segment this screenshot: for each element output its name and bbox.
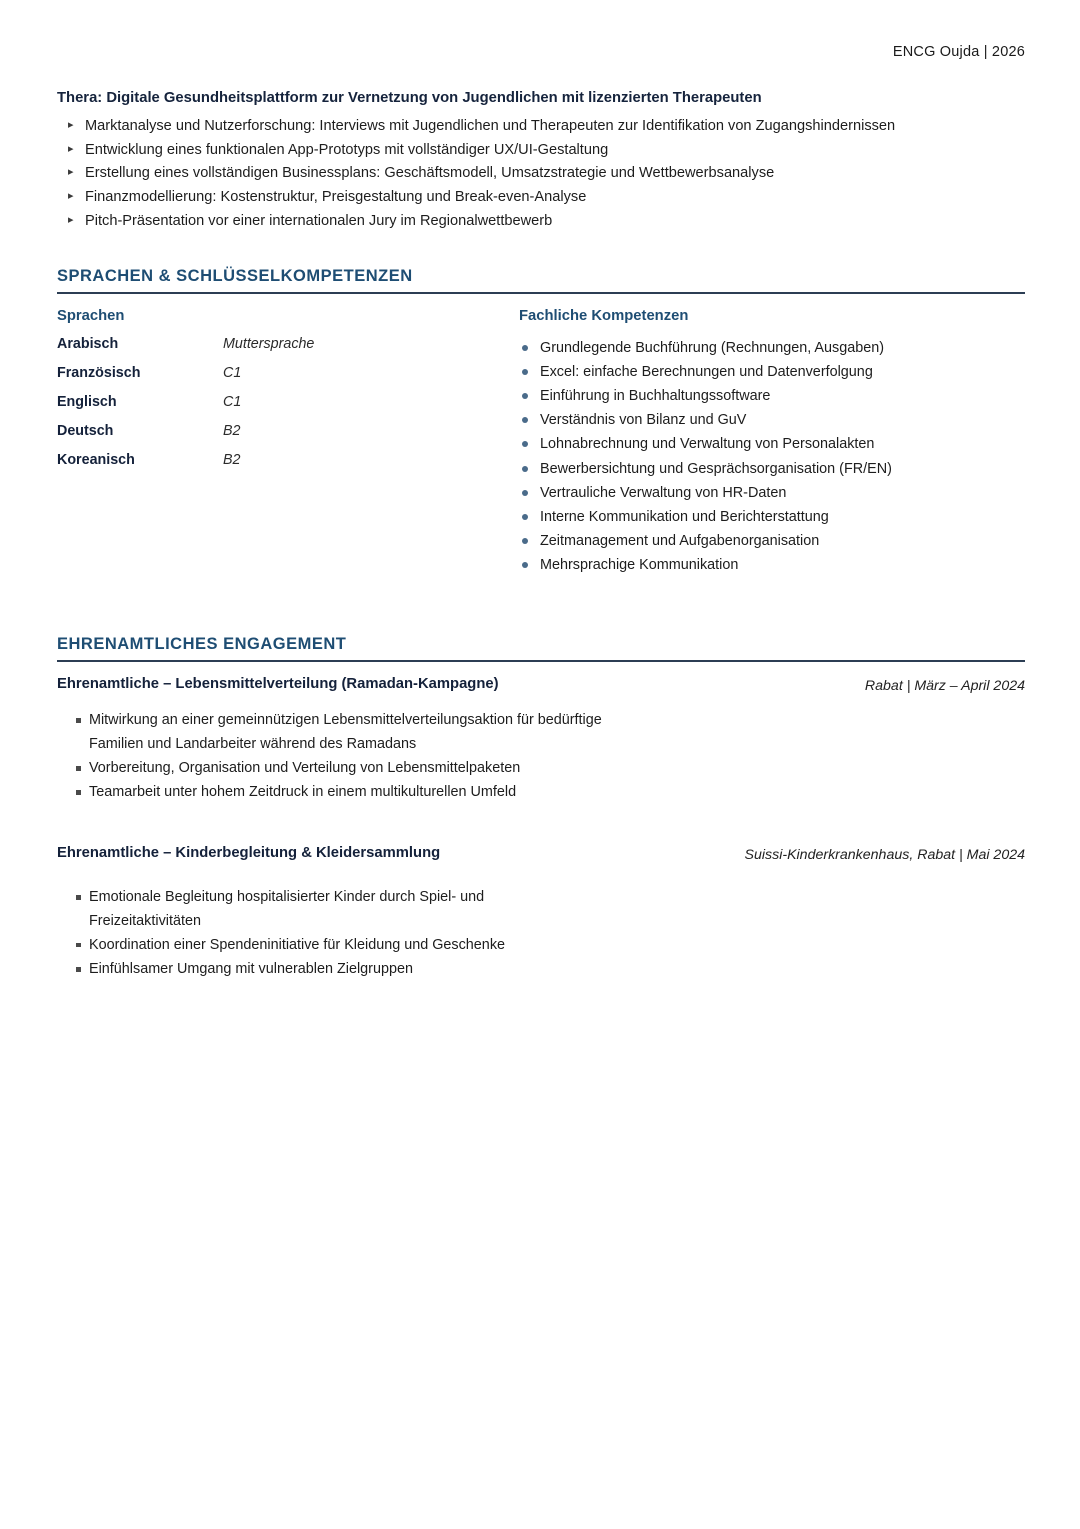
language-level: Muttersprache [223, 335, 315, 352]
volunteering-entry [57, 676, 1025, 805]
skills-section [57, 267, 1025, 577]
section-title-skills: SPRACHEN & SCHLÜSSELKOMPETENZEN [57, 267, 413, 286]
list-item: Vorbereitung, Organisation und Verteilung von Lebensmittelpaketen [57, 757, 1025, 780]
list-item: Excel: einfache Berechnungen und Datenverfolgung [519, 360, 1025, 384]
volunteering-title: Ehrenamtliche – Lebensmittelverteilung (Ramadan-Kampagne) [57, 675, 499, 692]
list-item: ▸ Entwicklung eines funktionalen App-Prototyps mit vollständiger UX/UI-Gestaltung [57, 139, 1025, 163]
list-item: Koordination einer Spendeninitiative für Kleidung und Geschenke [57, 934, 1025, 957]
language-level: C1 [223, 393, 242, 410]
volunteering-meta: Suissi-Kinderkrankenhaus, Rabat | Mai 2024 [744, 846, 1025, 863]
list-item: Vertrauliche Verwaltung von HR-Daten [519, 481, 1025, 505]
list-item: ▸ Finanzmodellierung: Kostenstruktur, Preisgestaltung und Break-even-Analyse [57, 186, 1025, 210]
volunteering-meta: Rabat | März – April 2024 [864, 677, 1025, 694]
language-level: B2 [223, 422, 241, 439]
spacer [57, 811, 1025, 845]
table-row [57, 365, 519, 381]
language-level: C1 [223, 364, 242, 381]
section-title-volunteering: EHRENAMTLICHES ENGAGEMENT [57, 635, 347, 654]
languages-column [57, 308, 519, 578]
project-title-lead: Thera: [57, 90, 103, 106]
competences-column [519, 308, 1025, 578]
list-item: Einführung in Buchhaltungssoftware [519, 384, 1025, 408]
section-divider [57, 660, 1025, 661]
list-item: ▸ Pitch-Präsentation vor einer internationalen Jury im Regionalwettbewerb [57, 210, 1025, 234]
list-item: Teamarbeit unter hohem Zeitdruck in einem multikulturellen Umfeld [57, 781, 1025, 804]
language-name: Arabisch [57, 335, 119, 352]
section-divider [57, 292, 1025, 293]
language-level: B2 [223, 451, 241, 468]
volunteering-section [57, 635, 1025, 981]
volunteering-entry [57, 845, 1025, 982]
volunteering-entry-header [57, 845, 1025, 867]
list-item: Bewerbersichtung und Gesprächsorganisation (FR/EN) [519, 457, 1025, 481]
table-row [57, 394, 519, 410]
project-title-rest: Digitale Gesundheitsplattform zur Vernetzung von Jugendlichen mit lizenzierten Therapeuten [102, 90, 762, 106]
list-item: Zeitmanagement und Aufgabenorganisation [519, 529, 1025, 553]
project-title [57, 90, 1025, 106]
language-name: Französisch [57, 364, 141, 381]
competences-heading: Fachliche Kompetenzen [519, 307, 689, 324]
volunteering-title: Ehrenamtliche – Kinderbegleitung & Kleidersammlung [57, 844, 441, 861]
language-name: Englisch [57, 393, 117, 410]
list-item: Lohnabrechnung und Verwaltung von Personalakten [519, 432, 1025, 456]
list-item: Interne Kommunikation und Berichterstattung [519, 505, 1025, 529]
volunteering-bullet-list [57, 709, 1025, 804]
list-item: Mehrsprachige Kommunikation [519, 553, 1025, 577]
competences-list [519, 336, 1025, 578]
table-row [57, 452, 519, 468]
list-item: ▸ Marktanalyse und Nutzerforschung: Interviews mit Jugendlichen und Therapeuten zur Identifikation von Zugangshindernissen [57, 115, 1025, 139]
page-header: ENCG Oujda | 2026 [892, 44, 1025, 60]
list-item: ▸ Erstellung eines vollständigen Businessplans: Geschäftsmodell, Umsatzstrategie und Wettbewerbsanalyse [57, 162, 1025, 186]
list-item: Emotionale Begleitung hospitalisierter Kinder durch Spiel- und Freizeitaktivitäten [57, 886, 569, 933]
volunteering-entry-header [57, 676, 1025, 698]
table-row [57, 423, 519, 439]
list-item: Einfühlsamer Umgang mit vulnerablen Zielgruppen [57, 958, 1025, 981]
project-block [57, 90, 1025, 233]
list-item: Mitwirkung an einer gemeinnützigen Lebensmittelverteilungsaktion für bedürftige Familien und Landarbeiter während des Ramadans [57, 709, 619, 756]
list-item: Verständnis von Bilanz und GuV [519, 408, 1025, 432]
language-name: Koreanisch [57, 451, 135, 468]
skills-columns [57, 308, 1025, 578]
table-row [57, 336, 519, 352]
project-bullet-list [57, 115, 1025, 233]
volunteering-bullet-list [57, 886, 1025, 981]
list-item: Grundlegende Buchführung (Rechnungen, Ausgaben) [519, 336, 1025, 360]
languages-heading: Sprachen [57, 307, 125, 324]
language-name: Deutsch [57, 422, 114, 439]
